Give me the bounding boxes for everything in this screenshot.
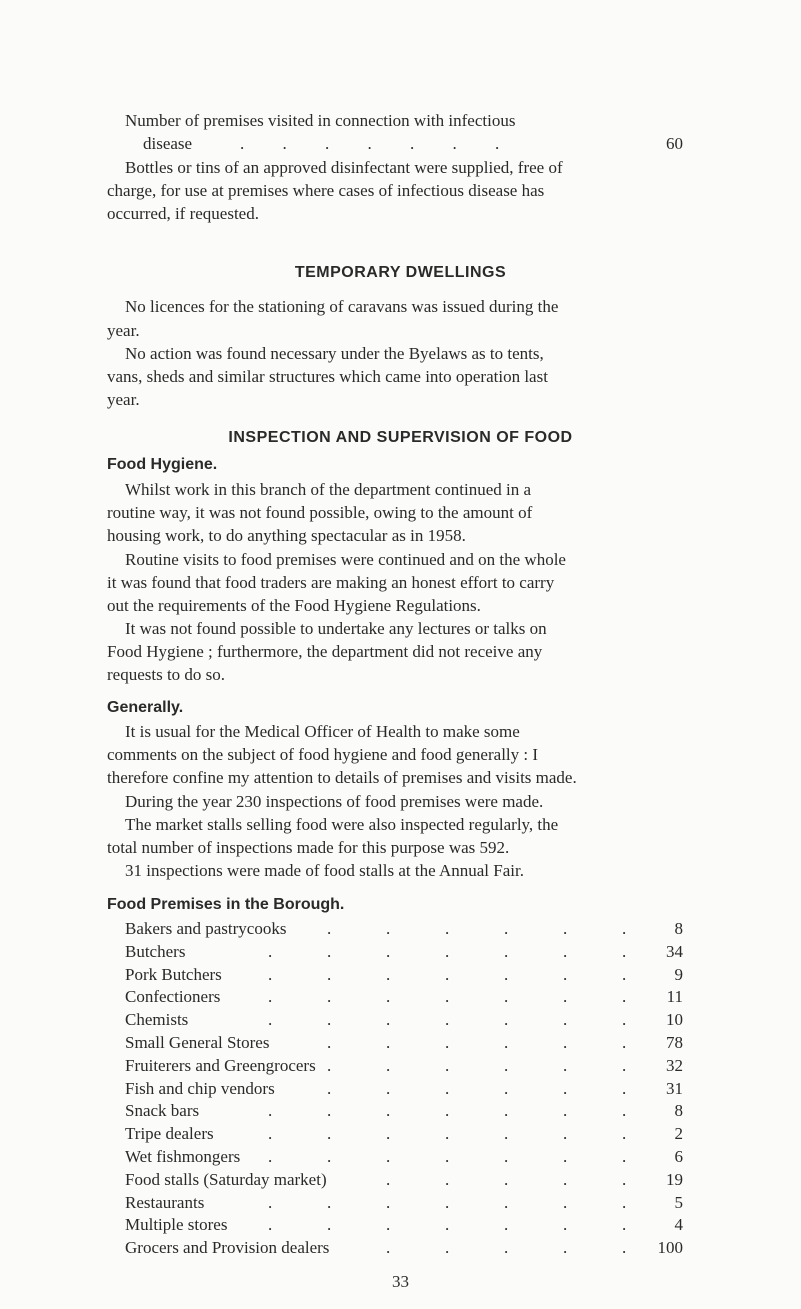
leader-dot: . <box>386 1056 391 1075</box>
leader-dot: . <box>445 1056 450 1075</box>
leader-dot: . <box>504 919 509 938</box>
paragraph-line: vans, sheds and similar structures which came into operation last <box>107 367 548 386</box>
premises-label: Fish and chip vendors <box>125 1079 275 1098</box>
leader-dot: . <box>563 1215 568 1234</box>
leader-dot: . <box>327 1010 332 1029</box>
subheading-food-hygiene: Food Hygiene. <box>107 456 218 473</box>
leader-dot: . <box>327 965 332 984</box>
leader-dot: . <box>445 1215 450 1234</box>
premises-label: Pork Butchers <box>125 965 222 984</box>
leader-dot: . <box>268 1215 273 1234</box>
leader-dot: . <box>386 1101 391 1120</box>
paragraph-line: year. <box>107 390 140 409</box>
premises-label: Tripe dealers <box>125 1124 214 1143</box>
leader-dot: . <box>386 1193 391 1212</box>
premises-value: 4 <box>674 1215 683 1234</box>
leader-dot: . <box>622 1238 627 1257</box>
leader-dot: . <box>386 1147 391 1166</box>
leader-dot: . <box>445 1147 450 1166</box>
leader-dot: . <box>563 942 568 961</box>
premises-value: 6 <box>674 1147 683 1166</box>
subheading-generally: Generally. <box>107 699 184 716</box>
leader-dot: . <box>622 942 627 961</box>
premises-label: Chemists <box>125 1010 189 1029</box>
leader-dot: . <box>445 1193 450 1212</box>
leader-dot: . <box>504 1010 509 1029</box>
paragraph-line: 31 inspections were made of food stalls at the Annual Fair. <box>125 861 524 880</box>
leader-dot: . <box>563 919 568 938</box>
leader-dot: . <box>622 987 627 1006</box>
leader-dot: . <box>327 1056 332 1075</box>
leader-dot: . <box>386 987 391 1006</box>
leader-dot: . <box>445 987 450 1006</box>
leader-dot: . <box>445 1079 450 1098</box>
premises-value: 31 <box>666 1079 683 1098</box>
leader-dot: . <box>504 1193 509 1212</box>
premises-value: 8 <box>674 1101 683 1120</box>
leader-dot: . <box>563 1170 568 1189</box>
leader-dot: . <box>268 1101 273 1120</box>
leader-dot: . <box>386 1170 391 1189</box>
leader-dot: . <box>622 919 627 938</box>
paragraph-line: The market stalls selling food were also inspected regularly, the <box>125 815 559 834</box>
leader-dot: . <box>563 1010 568 1029</box>
leader-dot: . <box>504 965 509 984</box>
premises-label: Confectioners <box>125 987 221 1006</box>
leader-dot: . <box>563 1033 568 1052</box>
leader-dot: . <box>327 1124 332 1143</box>
leader-dot: . <box>445 1101 450 1120</box>
leader-dot: . <box>563 1079 568 1098</box>
leader-dot: . <box>563 1147 568 1166</box>
leader-dot: . <box>504 1101 509 1120</box>
paragraph-line: Bottles or tins of an approved disinfectant were supplied, free of <box>125 158 563 177</box>
leader-dot: . <box>622 1124 627 1143</box>
paragraph-line: occurred, if requested. <box>107 204 259 223</box>
leader-dot: . <box>386 1238 391 1257</box>
leader-dot: . <box>504 942 509 961</box>
premises-label: Small General Stores <box>125 1033 270 1052</box>
leader-dot: . <box>268 1193 273 1212</box>
leader-dot: . <box>327 942 332 961</box>
leader-dot: . <box>563 965 568 984</box>
leader-dot: . <box>622 965 627 984</box>
premises-label: Fruiterers and Greengrocers <box>125 1056 316 1075</box>
leader-dot: . <box>504 1170 509 1189</box>
paragraph-line: It was not found possible to undertake any lectures or talks on <box>125 619 547 638</box>
premises-value: 100 <box>657 1238 683 1257</box>
leader-dot: . <box>445 1033 450 1052</box>
premises-label: Butchers <box>125 942 186 961</box>
premises-label: Snack bars <box>125 1101 200 1120</box>
leader-dot: . <box>445 965 450 984</box>
leader-dot: . <box>504 1033 509 1052</box>
leader-dot: . <box>445 942 450 961</box>
paragraph-line: No licences for the stationing of caravans was issued during the <box>125 297 559 316</box>
leader-dot: . <box>563 1124 568 1143</box>
leader-dot: . <box>622 1170 627 1189</box>
leader-dot: . <box>386 942 391 961</box>
leader-dot: . <box>386 919 391 938</box>
leader-dot: . <box>327 1193 332 1212</box>
leader-dot: . <box>504 1215 509 1234</box>
paragraph-line: comments on the subject of food hygiene and food generally : I <box>107 745 539 764</box>
premises-value: 2 <box>674 1124 683 1143</box>
premises-label: Food stalls (Saturday market) <box>125 1170 327 1189</box>
leader-dot: . <box>386 1124 391 1143</box>
paragraph-line: Food Hygiene ; furthermore, the department did not receive any <box>107 642 543 661</box>
premises-value: 78 <box>666 1033 683 1052</box>
leader-dot: . <box>327 919 332 938</box>
leader-dot: . <box>268 1010 273 1029</box>
leader-dot: . <box>504 1147 509 1166</box>
infectious-visits-label-2: disease <box>143 134 193 153</box>
leader-dot: . <box>327 987 332 1006</box>
section-heading-temporary-dwellings: TEMPORARY DWELLINGS <box>294 264 507 281</box>
premises-value: 9 <box>674 965 683 984</box>
premises-value: 32 <box>666 1056 683 1075</box>
leader-dot: . <box>386 1033 391 1052</box>
premises-label: Bakers and pastrycooks <box>125 919 287 938</box>
premises-label: Multiple stores <box>125 1215 228 1234</box>
premises-value: 5 <box>674 1193 683 1212</box>
leader-dot: . <box>327 1147 332 1166</box>
premises-label: Grocers and Provision dealers <box>125 1238 330 1257</box>
leader-dot: . <box>327 1215 332 1234</box>
paragraph-line: No action was found necessary under the Byelaws as to tents, <box>125 344 544 363</box>
leader-dot: . <box>386 1215 391 1234</box>
leader-dot: . <box>622 1215 627 1234</box>
leader-dot: . <box>445 1010 450 1029</box>
paragraph-line: It is usual for the Medical Officer of Health to make some <box>125 722 520 741</box>
paragraph-line: During the year 230 inspections of food premises were made. <box>125 792 544 811</box>
leader-dot: . <box>563 1238 568 1257</box>
leader-dot: . <box>327 1079 332 1098</box>
section-heading-inspection: INSPECTION AND SUPERVISION OF FOOD <box>228 429 573 446</box>
leader-dot: . <box>563 987 568 1006</box>
leader-dot: . <box>622 1079 627 1098</box>
leader-dot: . <box>386 1079 391 1098</box>
page-number: 33 <box>392 1272 409 1291</box>
leader-dot: . <box>563 1056 568 1075</box>
leader-dot: . <box>445 1124 450 1143</box>
premises-label: Restaurants <box>125 1193 205 1212</box>
leader-dot: . <box>327 1033 332 1052</box>
subheading-food-premises: Food Premises in the Borough. <box>107 896 345 913</box>
leader-dot: . <box>268 942 273 961</box>
paragraph-line: Whilst work in this branch of the department continued in a <box>125 480 532 499</box>
paragraph-line: charge, for use at premises where cases of infectious disease has <box>107 181 545 200</box>
leader-dot: . <box>563 1101 568 1120</box>
leader-dot: . <box>622 1056 627 1075</box>
leader-dot: . <box>563 1193 568 1212</box>
leader-dot: . <box>504 1056 509 1075</box>
leader-dot: . <box>504 1079 509 1098</box>
leader-dot: . <box>622 1101 627 1120</box>
paragraph-line: total number of inspections made for this purpose was 592. <box>107 838 510 857</box>
leader-dot: . <box>268 1124 273 1143</box>
leader-dot: . <box>386 965 391 984</box>
leader-dot: . <box>504 1124 509 1143</box>
premises-value: 11 <box>666 987 683 1006</box>
leader-dot: . <box>622 1033 627 1052</box>
infectious-visits-label-1: Number of premises visited in connection with infectious <box>125 111 516 130</box>
premises-value: 8 <box>674 919 683 938</box>
leader-dot: . <box>504 1238 509 1257</box>
paragraph-line: requests to do so. <box>107 665 226 684</box>
premises-value: 34 <box>666 942 683 961</box>
leader-dot: . <box>327 1101 332 1120</box>
leader-dot: . <box>504 987 509 1006</box>
paragraph-line: routine way, it was not found possible, owing to the amount of <box>107 503 533 522</box>
leader-dot: . <box>268 1147 273 1166</box>
leader-dot: . <box>622 1010 627 1029</box>
paragraph-line: out the requirements of the Food Hygiene Regulations. <box>107 596 481 615</box>
leader-dot: . <box>386 1010 391 1029</box>
leader-dot: . <box>622 1147 627 1166</box>
leader-dot: . <box>445 1170 450 1189</box>
paragraph-line: housing work, to do anything spectacular as in 1958. <box>107 526 466 545</box>
paragraph-line: Routine visits to food premises were continued and on the whole <box>125 550 566 569</box>
leader-dot: . <box>622 1193 627 1212</box>
infectious-visits-leader: . . . . . . . <box>240 134 500 153</box>
leader-dot: . <box>445 919 450 938</box>
premises-label: Wet fishmongers <box>125 1147 241 1166</box>
leader-dot: . <box>268 965 273 984</box>
leader-dot: . <box>445 1238 450 1257</box>
paragraph-line: therefore confine my attention to details of premises and visits made. <box>107 768 577 787</box>
premises-value: 10 <box>666 1010 683 1029</box>
paragraph-line: it was found that food traders are making an honest effort to carry <box>107 573 555 592</box>
premises-value: 19 <box>666 1170 683 1189</box>
paragraph-line: year. <box>107 321 140 340</box>
infectious-visits-value: 60 <box>666 134 683 153</box>
leader-dot: . <box>268 987 273 1006</box>
